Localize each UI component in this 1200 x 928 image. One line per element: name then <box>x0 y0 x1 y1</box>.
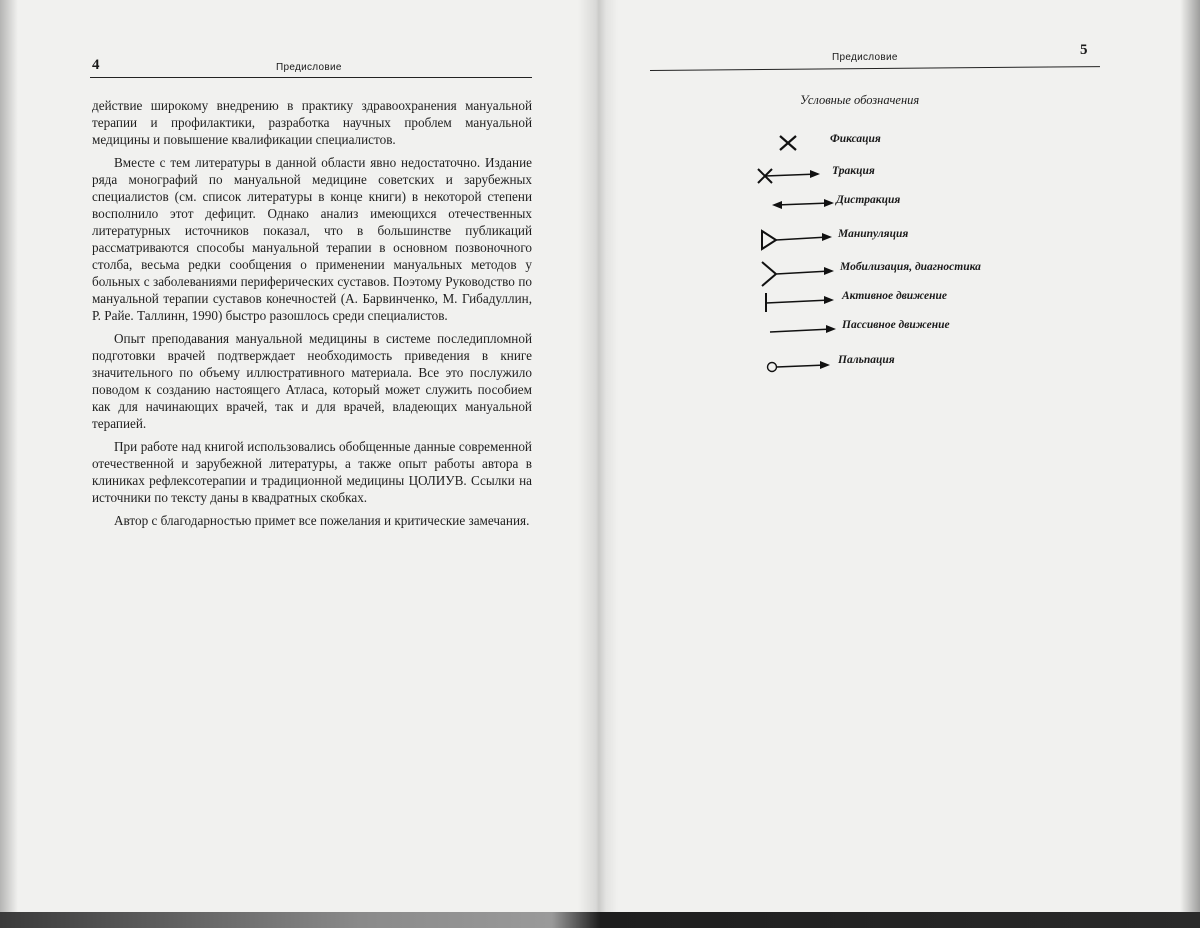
legend-label: Активное движение <box>842 290 947 302</box>
scan-bottom-edge <box>0 912 1200 928</box>
body-text <box>92 97 532 535</box>
paragraph: Вместе с тем литературы в данной области явно недостаточно. Издание ряда монографий по мануальной медицине советских и зарубежных специалистов (см. список литературы в конце книги) в некоторой степени восполнило этот дефицит. Однако анализ имеющихся отечественных литературных источников показал, что в большинстве публикаций рассматриваются способы мануальной терапии в основном позвоночного столба, весьма редки сообщения о применении мануальных методов у больных с заболеваниями периферических суставов. Поэтому Руководство по мануальной терапии суставов конечностей (А. Барвинченко, М. Гибадуллин, Р. Райе. Таллинн, 1990) быстро разошлось среди специалистов. <box>92 155 532 323</box>
passive-movement-icon <box>768 320 848 342</box>
legend-label: Мобилизация, диагностика <box>840 261 981 273</box>
legend-label: Дистракция <box>836 194 901 206</box>
legend-item-mobilization <box>760 260 1060 282</box>
paragraph: Опыт преподавания мануальной медицины в системе последипломной подготовки врачей подтверждает необходимость приведения в книге значительного по объему иллюстративного материала. Все это послужило поводом к созданию настоящего Атласа, который может служить пособием как для начинающих врачей, так и для врачей, владеющих мануальной терапией. <box>92 331 532 431</box>
legend-item-palpation <box>764 354 1064 376</box>
header-rule <box>650 66 1100 71</box>
traction-icon <box>752 165 832 187</box>
paragraph: При работе над книгой использовались обобщенные данные современной отечественной и зарубежной литературы, а также опыт работы автора в клиниках рефлексотерапии и традиционной медицины ЦОЛИУВ. Ссылки на источники по тексту даны в квадратных скобках. <box>92 439 532 505</box>
active-movement-icon <box>762 290 842 316</box>
paragraph: Автор с благодарностью примет все пожелания и критические замечания. <box>114 513 530 528</box>
running-header: Предисловие <box>832 52 898 63</box>
legend-item-passive-movement <box>768 320 1068 342</box>
legend-label: Фиксация <box>830 133 881 145</box>
header-rule <box>90 77 532 78</box>
legend-item-fixation <box>760 132 1060 154</box>
legend-title: Условные обозначения <box>800 93 920 107</box>
running-header: Предисловие <box>276 62 342 73</box>
distraction-icon <box>770 194 840 216</box>
left-page <box>0 0 590 912</box>
legend-item-traction <box>752 165 1052 187</box>
legend-item-distraction <box>770 194 1070 216</box>
palpation-icon <box>764 354 844 376</box>
legend-label: Манипуляция <box>838 228 909 240</box>
legend-label: Тракция <box>832 165 875 177</box>
legend-item-manipulation <box>758 228 1058 250</box>
manipulation-icon <box>758 228 838 254</box>
mobilization-icon <box>760 260 840 288</box>
paragraph: действие широкому внедрению в практику здравоохранения мануальной терапии и профилактики, разработка научных проблем мануальной медицины и повышение квалификации специалистов. <box>92 98 532 147</box>
legend-label: Пассивное движение <box>842 319 950 331</box>
legend-item-active-movement <box>762 290 1062 312</box>
fixation-icon <box>760 132 820 154</box>
legend-label: Пальпация <box>838 354 895 366</box>
page-number: 5 <box>1080 42 1088 58</box>
page-number: 4 <box>92 57 100 73</box>
